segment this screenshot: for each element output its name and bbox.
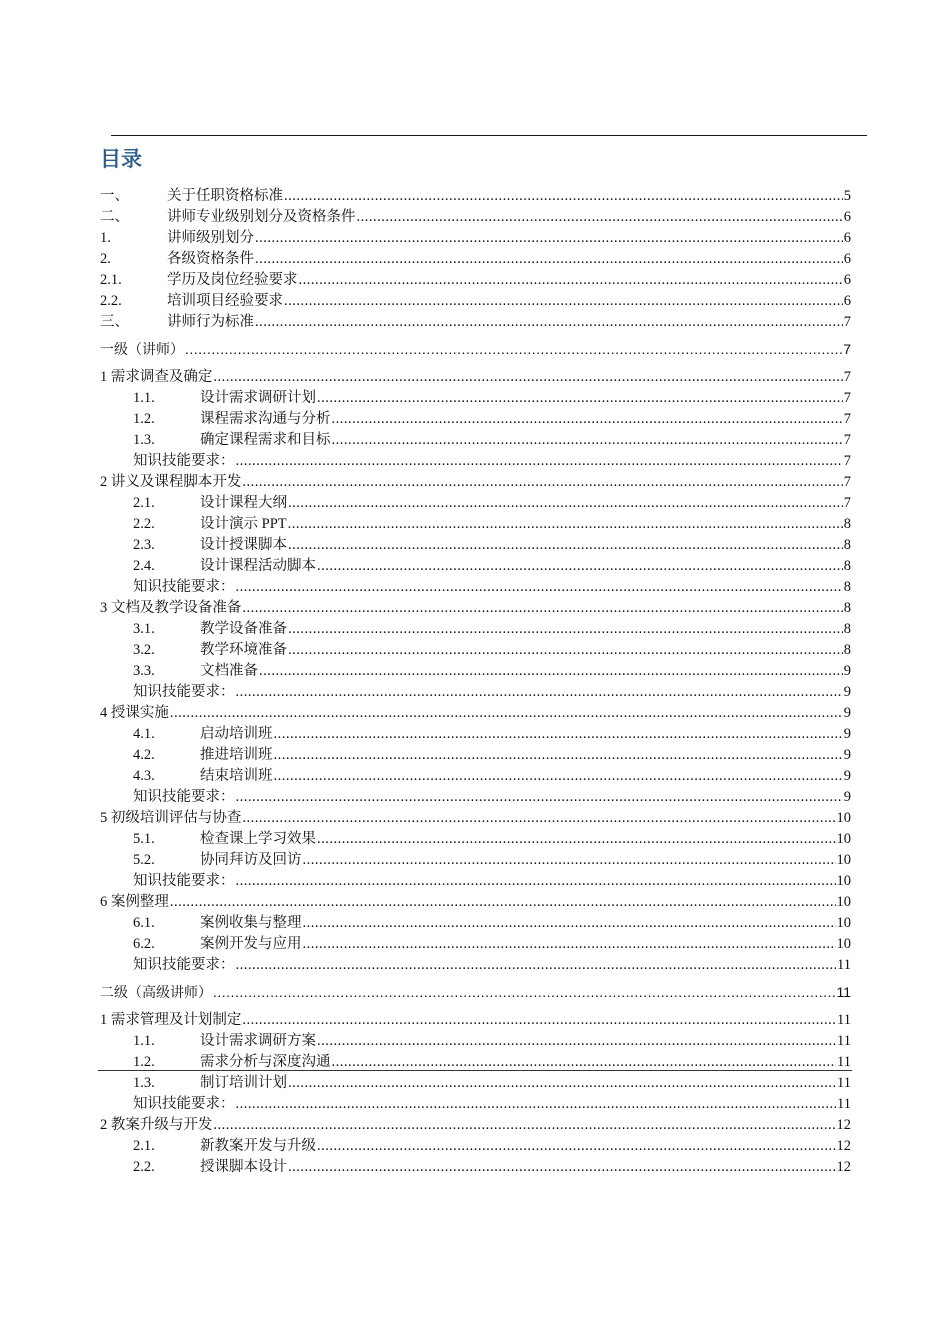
toc-entry-title: 教学环境准备: [200, 642, 287, 658]
toc-page-number: 11: [837, 1012, 851, 1028]
toc-page-number: 6: [843, 230, 851, 246]
toc-page-number: 11: [836, 983, 851, 1000]
toc-entry-title: 启动培训班: [200, 726, 273, 742]
toc-page-number: 7: [843, 411, 851, 427]
toc-entry-number: 3.1.: [133, 621, 155, 637]
toc-entry-title: 检查课上学习效果: [200, 831, 316, 847]
toc-page-number: 7: [843, 453, 851, 469]
toc-entry-number: 1.1.: [133, 390, 155, 406]
toc-entry-title: 培训项目经验要求: [167, 293, 283, 309]
toc-entry[interactable]: [100, 555, 851, 576]
toc-entry-title: 知识技能要求：: [133, 957, 235, 973]
toc-page-number: 7: [843, 369, 851, 385]
toc-page-number: 9: [843, 684, 851, 700]
toc-dot-leader: [213, 983, 835, 1002]
toc-page-number: 7: [843, 340, 851, 357]
toc-page-number: 8: [843, 642, 851, 658]
toc-dot-leader: [303, 935, 836, 954]
toc-page-number: 11: [837, 1054, 851, 1070]
toc-entry-number: 2.1.: [133, 495, 155, 511]
toc-dot-leader: [242, 599, 842, 618]
toc-entry[interactable]: [100, 206, 851, 227]
toc-entry-number: 三、: [100, 314, 129, 330]
toc-entry[interactable]: [100, 450, 851, 471]
toc-entry-number: 2.3.: [133, 537, 155, 553]
toc-entry[interactable]: [100, 786, 851, 807]
toc-dot-leader: [317, 1137, 836, 1156]
toc-dot-leader: [288, 641, 843, 660]
toc-entry-number: 1.1.: [133, 1033, 155, 1049]
toc-page-number: 12: [836, 1159, 851, 1175]
toc-entry-number: 5.1.: [133, 831, 155, 847]
toc-entry-number: 3.2.: [133, 642, 155, 658]
toc-entry[interactable]: [100, 681, 851, 702]
toc-entry[interactable]: [100, 185, 851, 206]
toc-entry-number: 6.2.: [133, 936, 155, 952]
toc-entry[interactable]: [100, 534, 851, 555]
toc-page-number: 10: [836, 915, 851, 931]
toc-entry-number: 二、: [100, 209, 129, 225]
toc-dot-leader: [288, 620, 843, 639]
toc-entry-number: 一、: [100, 188, 129, 204]
toc-page-number: 7: [843, 314, 851, 330]
toc-page-number: 10: [836, 810, 851, 826]
toc-page-number: 10: [836, 936, 851, 952]
toc-entry[interactable]: [100, 248, 851, 269]
toc-dot-leader: [284, 187, 843, 206]
toc-entry-title: 推进培训班: [200, 747, 273, 763]
toc-dot-leader: [317, 389, 843, 408]
toc-entry[interactable]: [100, 765, 851, 786]
toc-page-number: 11: [837, 1096, 851, 1112]
toc-entry-title: 关于任职资格标准: [167, 188, 283, 204]
toc-page-number: 10: [836, 894, 851, 910]
toc-entry-title: 3 文档及教学设备准备: [100, 600, 242, 616]
toc-dot-leader: [236, 1095, 837, 1114]
toc-dot-leader: [274, 767, 843, 786]
toc-entry-title: 授课脚本设计: [200, 1159, 287, 1175]
toc-dot-leader: [317, 557, 843, 576]
toc-entry[interactable]: [100, 311, 851, 332]
toc-dot-leader: [299, 271, 843, 290]
toc-dot-leader: [170, 893, 836, 912]
toc-dot-leader: [213, 368, 842, 387]
toc-entry-title: 知识技能要求：: [133, 1096, 235, 1112]
toc-entry[interactable]: [100, 387, 851, 408]
toc-entry-number: 1.3.: [133, 432, 155, 448]
toc-entry[interactable]: [100, 1135, 851, 1156]
toc-entry-title: 2 教案升级与开发: [100, 1117, 213, 1133]
toc-page-number: 6: [843, 272, 851, 288]
toc-page-number: 12: [836, 1117, 851, 1133]
toc-dot-leader: [242, 1011, 836, 1030]
toc-dot-leader: [288, 515, 843, 534]
toc-entry[interactable]: [100, 290, 851, 311]
toc-entry-title: 案例开发与应用: [200, 936, 302, 952]
toc-dot-leader: [255, 229, 843, 248]
toc-entry[interactable]: [100, 702, 851, 723]
section-divider-line: [98, 1070, 852, 1071]
toc-entry[interactable]: [100, 618, 851, 639]
toc-page-number: 8: [843, 600, 851, 616]
toc-dot-leader: [332, 410, 843, 429]
toc-dot-leader: [236, 578, 843, 597]
toc-entry[interactable]: [100, 723, 851, 744]
toc-dot-leader: [303, 914, 836, 933]
toc-entry-title: 设计需求调研方案: [200, 1033, 316, 1049]
toc-entry[interactable]: [100, 513, 851, 534]
toc-entry[interactable]: [100, 639, 851, 660]
toc-entry[interactable]: [100, 471, 851, 492]
toc-entry-title: 设计授课脚本: [200, 537, 287, 553]
toc-entry[interactable]: [100, 366, 851, 387]
toc-entry-title: 知识技能要求：: [133, 873, 235, 889]
toc-heading-entry[interactable]: [100, 975, 851, 1009]
toc-dot-leader: [288, 494, 843, 513]
toc-dot-leader: [242, 809, 835, 828]
toc-page-number: 7: [843, 390, 851, 406]
toc-entry-title: 1 需求调查及确定: [100, 369, 213, 385]
toc-dot-leader: [236, 452, 843, 471]
toc-entry[interactable]: [100, 269, 851, 290]
toc-dot-leader: [303, 851, 836, 870]
toc-entry[interactable]: [100, 849, 851, 870]
toc-entry[interactable]: [100, 492, 851, 513]
toc-entry-number: 2.4.: [133, 558, 155, 574]
toc-page-number: 7: [843, 495, 851, 511]
toc-dot-leader: [274, 725, 843, 744]
toc-entry[interactable]: [100, 1114, 851, 1135]
toc-entry[interactable]: [100, 933, 851, 954]
toc-entry-title: 设计课程活动脚本: [200, 558, 316, 574]
toc-entry-title: 结束培训班: [200, 768, 273, 784]
toc-entry-title: 各级资格条件: [167, 251, 254, 267]
toc-entry[interactable]: [100, 1072, 851, 1093]
toc-entry-number: 2.1.: [100, 272, 122, 288]
toc-dot-leader: [255, 250, 843, 269]
toc-page-number: 8: [843, 579, 851, 595]
toc-entry[interactable]: [100, 1156, 851, 1177]
toc-entry-title: 2 讲义及课程脚本开发: [100, 474, 242, 490]
toc-dot-leader: [357, 208, 843, 227]
toc-entry[interactable]: [100, 597, 851, 618]
toc-entry-number: 5.2.: [133, 852, 155, 868]
toc-dot-leader: [255, 313, 843, 332]
toc-page-number: 10: [836, 873, 851, 889]
toc-entry[interactable]: [100, 1051, 851, 1072]
toc-dot-leader: [236, 872, 836, 891]
toc-entry-title: 案例收集与整理: [200, 915, 302, 931]
toc-page-number: 6: [843, 251, 851, 267]
toc-entry-title: 设计需求调研计划: [200, 390, 316, 406]
toc-page-number: 11: [837, 1075, 851, 1091]
toc-heading-entry[interactable]: [100, 332, 851, 366]
toc-entry-title: 5 初级培训评估与协查: [100, 810, 242, 826]
toc-entry-title: 教学设备准备: [200, 621, 287, 637]
toc-page-number: 9: [843, 747, 851, 763]
toc-entry-number: 4.1.: [133, 726, 155, 742]
toc-page-number: 10: [836, 852, 851, 868]
toc-entry-number: 2.1.: [133, 1138, 155, 1154]
toc-entry-number: 2.2.: [100, 293, 122, 309]
toc-entry-number: 2.2.: [133, 1159, 155, 1175]
toc-dot-leader: [242, 473, 842, 492]
toc-dot-leader: [236, 683, 843, 702]
toc-title: 目录: [100, 148, 142, 171]
toc-entry[interactable]: [100, 807, 851, 828]
toc-dot-leader: [274, 746, 843, 765]
toc-dot-leader: [332, 431, 843, 450]
toc-page-number: 8: [843, 621, 851, 637]
toc-page-number: 6: [843, 293, 851, 309]
toc-entry-number: 1.: [100, 230, 111, 246]
toc-entry-title: 二级（高级讲师）: [100, 983, 212, 1000]
toc-entry-number: 1.2.: [133, 411, 155, 427]
toc-entry-title: 讲师行为标准: [167, 314, 254, 330]
toc-page-number: 9: [843, 789, 851, 805]
toc-dot-leader: [185, 340, 842, 359]
toc-dot-leader: [288, 1074, 836, 1093]
toc-entry-number: 3.3.: [133, 663, 155, 679]
toc-entry[interactable]: [100, 1093, 851, 1114]
toc-entry-title: 课程需求沟通与分析: [200, 411, 331, 427]
toc-entry[interactable]: [100, 1030, 851, 1051]
toc-entry[interactable]: [100, 429, 851, 450]
toc-page-number: 11: [837, 957, 851, 973]
toc-entry[interactable]: [100, 408, 851, 429]
toc-entry-title: 需求分析与深度沟通: [200, 1054, 331, 1070]
toc-dot-leader: [236, 788, 843, 807]
toc-entry-title: 1 需求管理及计划制定: [100, 1012, 242, 1028]
toc-dot-leader: [288, 536, 843, 555]
toc-entry-title: 6 案例整理: [100, 894, 169, 910]
toc-entry[interactable]: [100, 576, 851, 597]
toc-page-number: 9: [843, 726, 851, 742]
toc-entry-title: 设计演示 PPT: [200, 516, 287, 532]
toc-page-number: 9: [843, 663, 851, 679]
toc-entry[interactable]: [100, 1009, 851, 1030]
toc-page-number: 9: [843, 705, 851, 721]
toc-page-number: 8: [843, 558, 851, 574]
toc-page-number: 7: [843, 432, 851, 448]
toc-entry[interactable]: [100, 891, 851, 912]
toc-page-number: 5: [843, 188, 851, 204]
toc-entry-number: 4.2.: [133, 747, 155, 763]
toc-entry-number: 2.: [100, 251, 111, 267]
toc-entry-title: 制订培训计划: [200, 1075, 287, 1091]
toc-page-number: 6: [843, 209, 851, 225]
toc-entry[interactable]: [100, 744, 851, 765]
toc-entry-number: 6.1.: [133, 915, 155, 931]
toc-entry-number: 2.2.: [133, 516, 155, 532]
toc-entry[interactable]: [100, 660, 851, 681]
toc-page-number: 8: [843, 537, 851, 553]
toc-entry-title: 讲师级别划分: [167, 230, 254, 246]
toc-dot-leader: [259, 662, 843, 681]
toc-dot-leader: [288, 1158, 836, 1177]
toc-dot-leader: [317, 830, 836, 849]
toc-page-number: 7: [843, 474, 851, 490]
toc-entry-title: 一级（讲师）: [100, 340, 184, 357]
toc-page-number: 10: [836, 831, 851, 847]
toc-dot-leader: [284, 292, 843, 311]
toc-dot-leader: [236, 956, 837, 975]
toc-dot-leader: [213, 1116, 835, 1135]
toc-dot-leader: [317, 1032, 836, 1051]
toc-entry-title: 协同拜访及回访: [200, 852, 302, 868]
toc-entry-title: 设计课程大纲: [200, 495, 287, 511]
toc-entry-number: 1.3.: [133, 1075, 155, 1091]
toc-entry-number: 4.3.: [133, 768, 155, 784]
toc-entry-title: 知识技能要求：: [133, 684, 235, 700]
toc-entry-title: 文档准备: [200, 663, 258, 679]
header-rule: [111, 135, 867, 136]
toc-entry-title: 确定课程需求和目标: [200, 432, 331, 448]
toc-page-number: 9: [843, 768, 851, 784]
toc-entry-title: 学历及岗位经验要求: [167, 272, 298, 288]
toc-entry-title: 新教案开发与升级: [200, 1138, 316, 1154]
toc-entry-number: 1.2.: [133, 1054, 155, 1070]
toc-entry[interactable]: [100, 912, 851, 933]
toc-entry-title: 讲师专业级别划分及资格条件: [167, 209, 356, 225]
toc-dot-leader: [170, 704, 843, 723]
table-of-contents: [100, 185, 851, 1177]
toc-entry[interactable]: [100, 227, 851, 248]
toc-entry-title: 4 授课实施: [100, 705, 169, 721]
toc-entry[interactable]: [100, 870, 851, 891]
toc-entry-title: 知识技能要求：: [133, 579, 235, 595]
toc-page-number: 8: [843, 516, 851, 532]
toc-entry-title: 知识技能要求：: [133, 789, 235, 805]
toc-entry[interactable]: [100, 954, 851, 975]
toc-page-number: 12: [836, 1138, 851, 1154]
toc-page-number: 11: [837, 1033, 851, 1049]
toc-entry-title: 知识技能要求：: [133, 453, 235, 469]
toc-entry[interactable]: [100, 828, 851, 849]
